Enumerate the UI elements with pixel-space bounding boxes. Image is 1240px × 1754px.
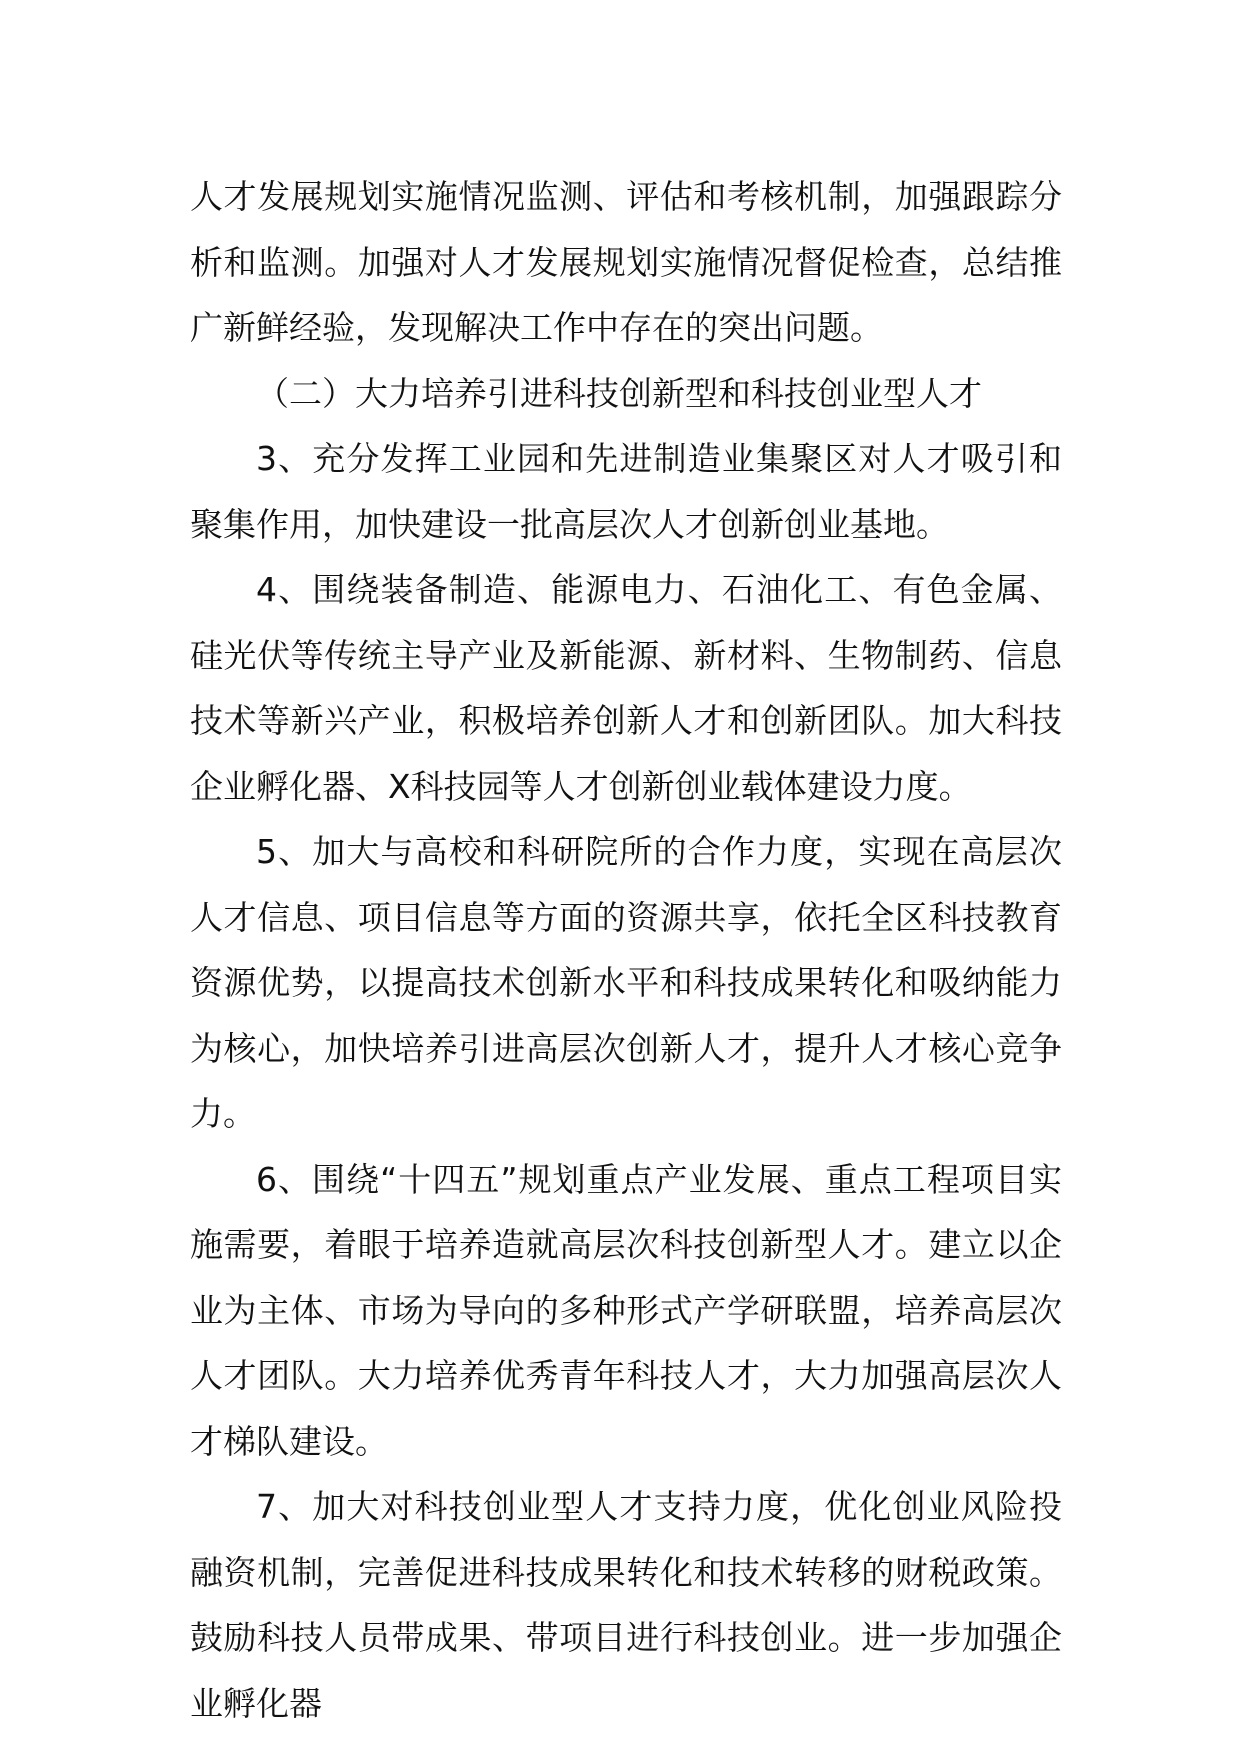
paragraph-item-6: 6、围绕“十四五”规划重点产业发展、重点工程项目实施需要，着眼于培养造就高层次科技创新型人才。建立以企业为主体、市场为导向的多种形式产学研联盟，培养高层次人才团队。大力培养优秀青年科技人才，大力加强高层次人才梯队建设。	[190, 1159, 1062, 1461]
paragraph-item-7: 7、加大对科技创业型人才支持力度，优化创业风险投融资机制，完善促进科技成果转化和技术转移的财税政策。鼓励科技人员带成果、带项目进行科技创业。进一步加强企业孵化器	[190, 1487, 1062, 1723]
paragraph-continuation: 人才发展规划实施情况监测、评估和考核机制，加强跟踪分析和监测。加强对人才发展规划实施情况督促检查，总结推广新鲜经验，发现解决工作中存在的突出问题。	[190, 177, 1062, 347]
paragraph-item-5: 5、加大与高校和科研院所的合作力度，实现在高层次人才信息、项目信息等方面的资源共享，依托全区科技教育资源优势，以提高技术创新水平和科技成果转化和吸纳能力为核心，加快培养引进高层次创新人才，提升人才核心竞争力。	[190, 832, 1062, 1133]
paragraph-item-4: 4、围绕装备制造、能源电力、石油化工、有色金属、硅光伏等传统主导产业及新能源、新材料、生物制药、信息技术等新兴产业，积极培养创新人才和创新团队。加大科技企业孵化器、X科技园等人才创新创业载体建设力度。	[190, 570, 1062, 806]
paragraph-item-3: 3、充分发挥工业园和先进制造业集聚区对人才吸引和聚集作用，加快建设一批高层次人才创新创业基地。	[190, 439, 1062, 544]
section-heading: （二）大力培养引进科技创新型和科技创业型人才	[256, 373, 982, 413]
document-body	[190, 164, 1062, 1736]
